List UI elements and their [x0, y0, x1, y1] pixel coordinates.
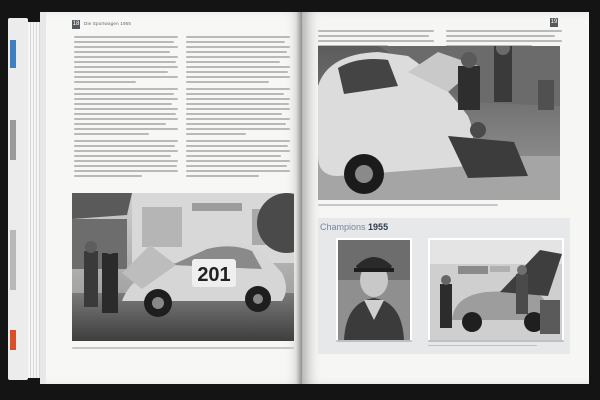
left-page-text-column-2: [186, 36, 290, 180]
mechanic-repair-photo-image: [318, 46, 560, 200]
driver-portrait-image: [338, 240, 410, 340]
driver-portrait-caption: [336, 340, 412, 345]
car-number: 201: [197, 264, 231, 286]
left-page-margin-band: [40, 12, 46, 384]
champions-heading: [320, 222, 388, 232]
rally-car-photo-image: [72, 193, 294, 341]
champions-car-image: [430, 240, 562, 340]
left-page-text-column-1: [74, 36, 178, 180]
running-head: Die Sportwagen 1955: [84, 21, 132, 26]
champions-car-photo: [428, 238, 564, 342]
cover-color-strip: [10, 40, 16, 68]
right-page-number: 19: [550, 19, 558, 25]
cover-color-strip: [10, 330, 16, 350]
driver-portrait-photo: [336, 238, 412, 342]
rally-car-photo-caption: [72, 347, 294, 352]
champions-car-photo-caption: [428, 340, 564, 349]
mechanic-repair-photo-caption: [318, 204, 498, 209]
rally-car-photo: [72, 193, 294, 341]
champions-heading-year: 1955: [368, 222, 389, 232]
book-cover-edge: [8, 18, 28, 380]
cover-color-strip: [10, 120, 16, 160]
cover-color-strip: [10, 230, 16, 290]
left-page-number: 18: [72, 21, 80, 27]
champions-heading-word: Champions: [320, 222, 366, 232]
mechanic-repair-photo: [318, 46, 560, 200]
